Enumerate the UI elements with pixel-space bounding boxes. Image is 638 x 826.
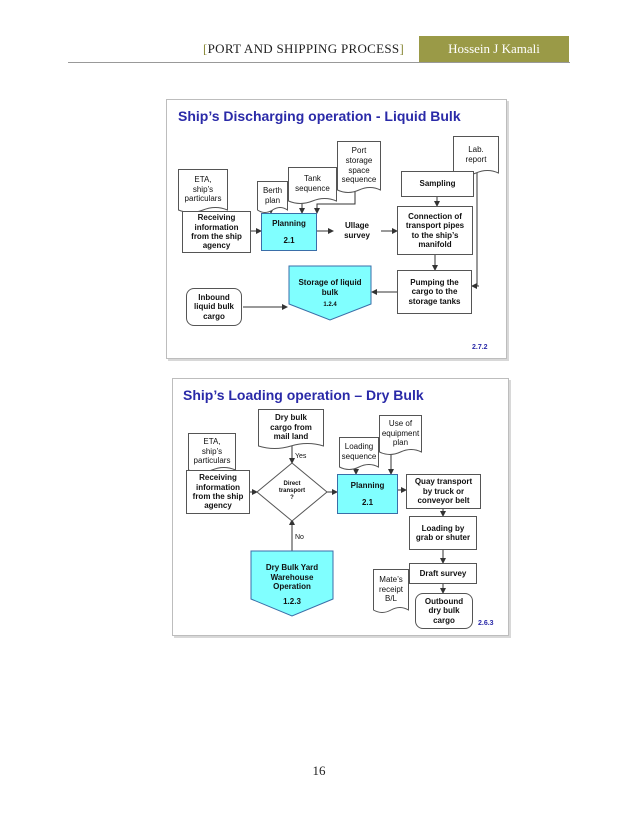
no-label: No (295, 534, 304, 541)
loading-planning-code: 2.1 (361, 498, 374, 507)
discharging-code: 2.7.2 (472, 344, 488, 351)
ullage-survey-label: Ullage survey (344, 221, 370, 240)
tank-sequence-doc (288, 167, 337, 200)
dry-bulk-source-doc (258, 409, 324, 445)
loading-eta-doc (188, 433, 236, 469)
document-wave (379, 449, 422, 457)
loading-eta-label: ETA, ship’s particulars (193, 437, 231, 466)
storage-text (289, 278, 371, 297)
document-wave (288, 198, 337, 206)
dry-yard-label: Dry Bulk Yard Warehouse Operation (265, 563, 319, 592)
discharging-planning-label: Planning (272, 218, 306, 228)
connection-label: Connection of transport pipes to the ship’s manifold (405, 211, 465, 249)
port-storage-doc (337, 141, 381, 189)
loading-planning-box (337, 474, 398, 514)
port-storage-label: Port storage space sequence (341, 146, 377, 185)
yes-label: Yes (295, 453, 307, 460)
quay-transport-label: Quay transport by truck or conveyor belt (414, 477, 473, 506)
quay-transport-box (406, 474, 481, 509)
use-equipment-label: Use of equipment plan (381, 419, 420, 448)
outbound-box (415, 593, 473, 629)
ullage-survey (333, 221, 381, 240)
header-author: Hossein J Kamali (419, 36, 569, 62)
draft-survey-label: Draft survey (419, 568, 467, 578)
loading-grab-label: Loading by grab or shuter (415, 523, 471, 542)
loading-receiving-box (186, 470, 250, 514)
lab-report-label: Lab. report (465, 144, 487, 164)
direct-transport-label: Direct transport ? (278, 481, 306, 502)
pumping-box (397, 270, 472, 314)
storage-label: Storage of liquid bulk (298, 278, 362, 297)
lab-report-doc (453, 136, 499, 172)
draft-survey-box (409, 563, 477, 584)
document-wave (339, 464, 379, 472)
direct-transport-text (265, 481, 319, 503)
dry-yard-text (251, 563, 333, 592)
document-wave (373, 607, 409, 615)
connection-box (397, 206, 473, 255)
discharging-eta-doc (178, 169, 228, 209)
loading-code: 2.6.3 (478, 620, 494, 627)
loading-sequence-doc (339, 437, 379, 466)
loading-sequence-label: Loading sequence (341, 442, 377, 461)
discharging-receiving-label: Receiving information from the ship agency (191, 213, 242, 251)
mates-receipt-label: Mate’s receipt B/L (378, 575, 403, 604)
loading-receiving-label: Receiving information from the ship agency (192, 473, 244, 511)
header-rule (68, 62, 570, 63)
loading-planning-label: Planning (350, 480, 385, 490)
discharging-title: Ship’s Discharging operation - Liquid Bulk (178, 108, 461, 124)
discharging-panel (166, 99, 507, 359)
inbound-box (186, 288, 242, 326)
document-wave (258, 443, 324, 451)
storage-code: 1.2.4 (323, 302, 337, 308)
loading-panel (172, 378, 509, 636)
page-number: 16 (312, 763, 326, 778)
document-wave (337, 187, 381, 195)
pumping-label: Pumping the cargo to the storage tanks (408, 277, 461, 306)
dry-yard-code: 1.2.3 (283, 597, 301, 606)
use-equipment-doc (379, 415, 422, 451)
discharging-receiving-box (182, 211, 251, 253)
berth-plan-label: Berth plan (262, 185, 283, 205)
inbound-label: Inbound liquid bulk cargo (194, 292, 234, 321)
discharging-planning-box (261, 213, 317, 251)
tank-sequence-label: Tank sequence (295, 174, 330, 193)
header-title: [PORT AND SHIPPING PROCESS] (203, 41, 405, 56)
berth-plan-doc (257, 181, 288, 209)
loading-title: Ship’s Loading operation – Dry Bulk (183, 387, 424, 403)
loading-grab-box (409, 516, 477, 550)
outbound-label: Outbound dry bulk cargo (424, 596, 464, 625)
mates-receipt-doc (373, 569, 409, 609)
discharging-planning-code: 2.1 (283, 236, 295, 245)
sampling-label: Sampling (419, 179, 456, 189)
sampling-box (401, 171, 474, 197)
discharging-eta-label: ETA, ship’s particulars (184, 175, 222, 204)
dry-bulk-source-label: Dry bulk cargo from mail land (270, 413, 312, 442)
